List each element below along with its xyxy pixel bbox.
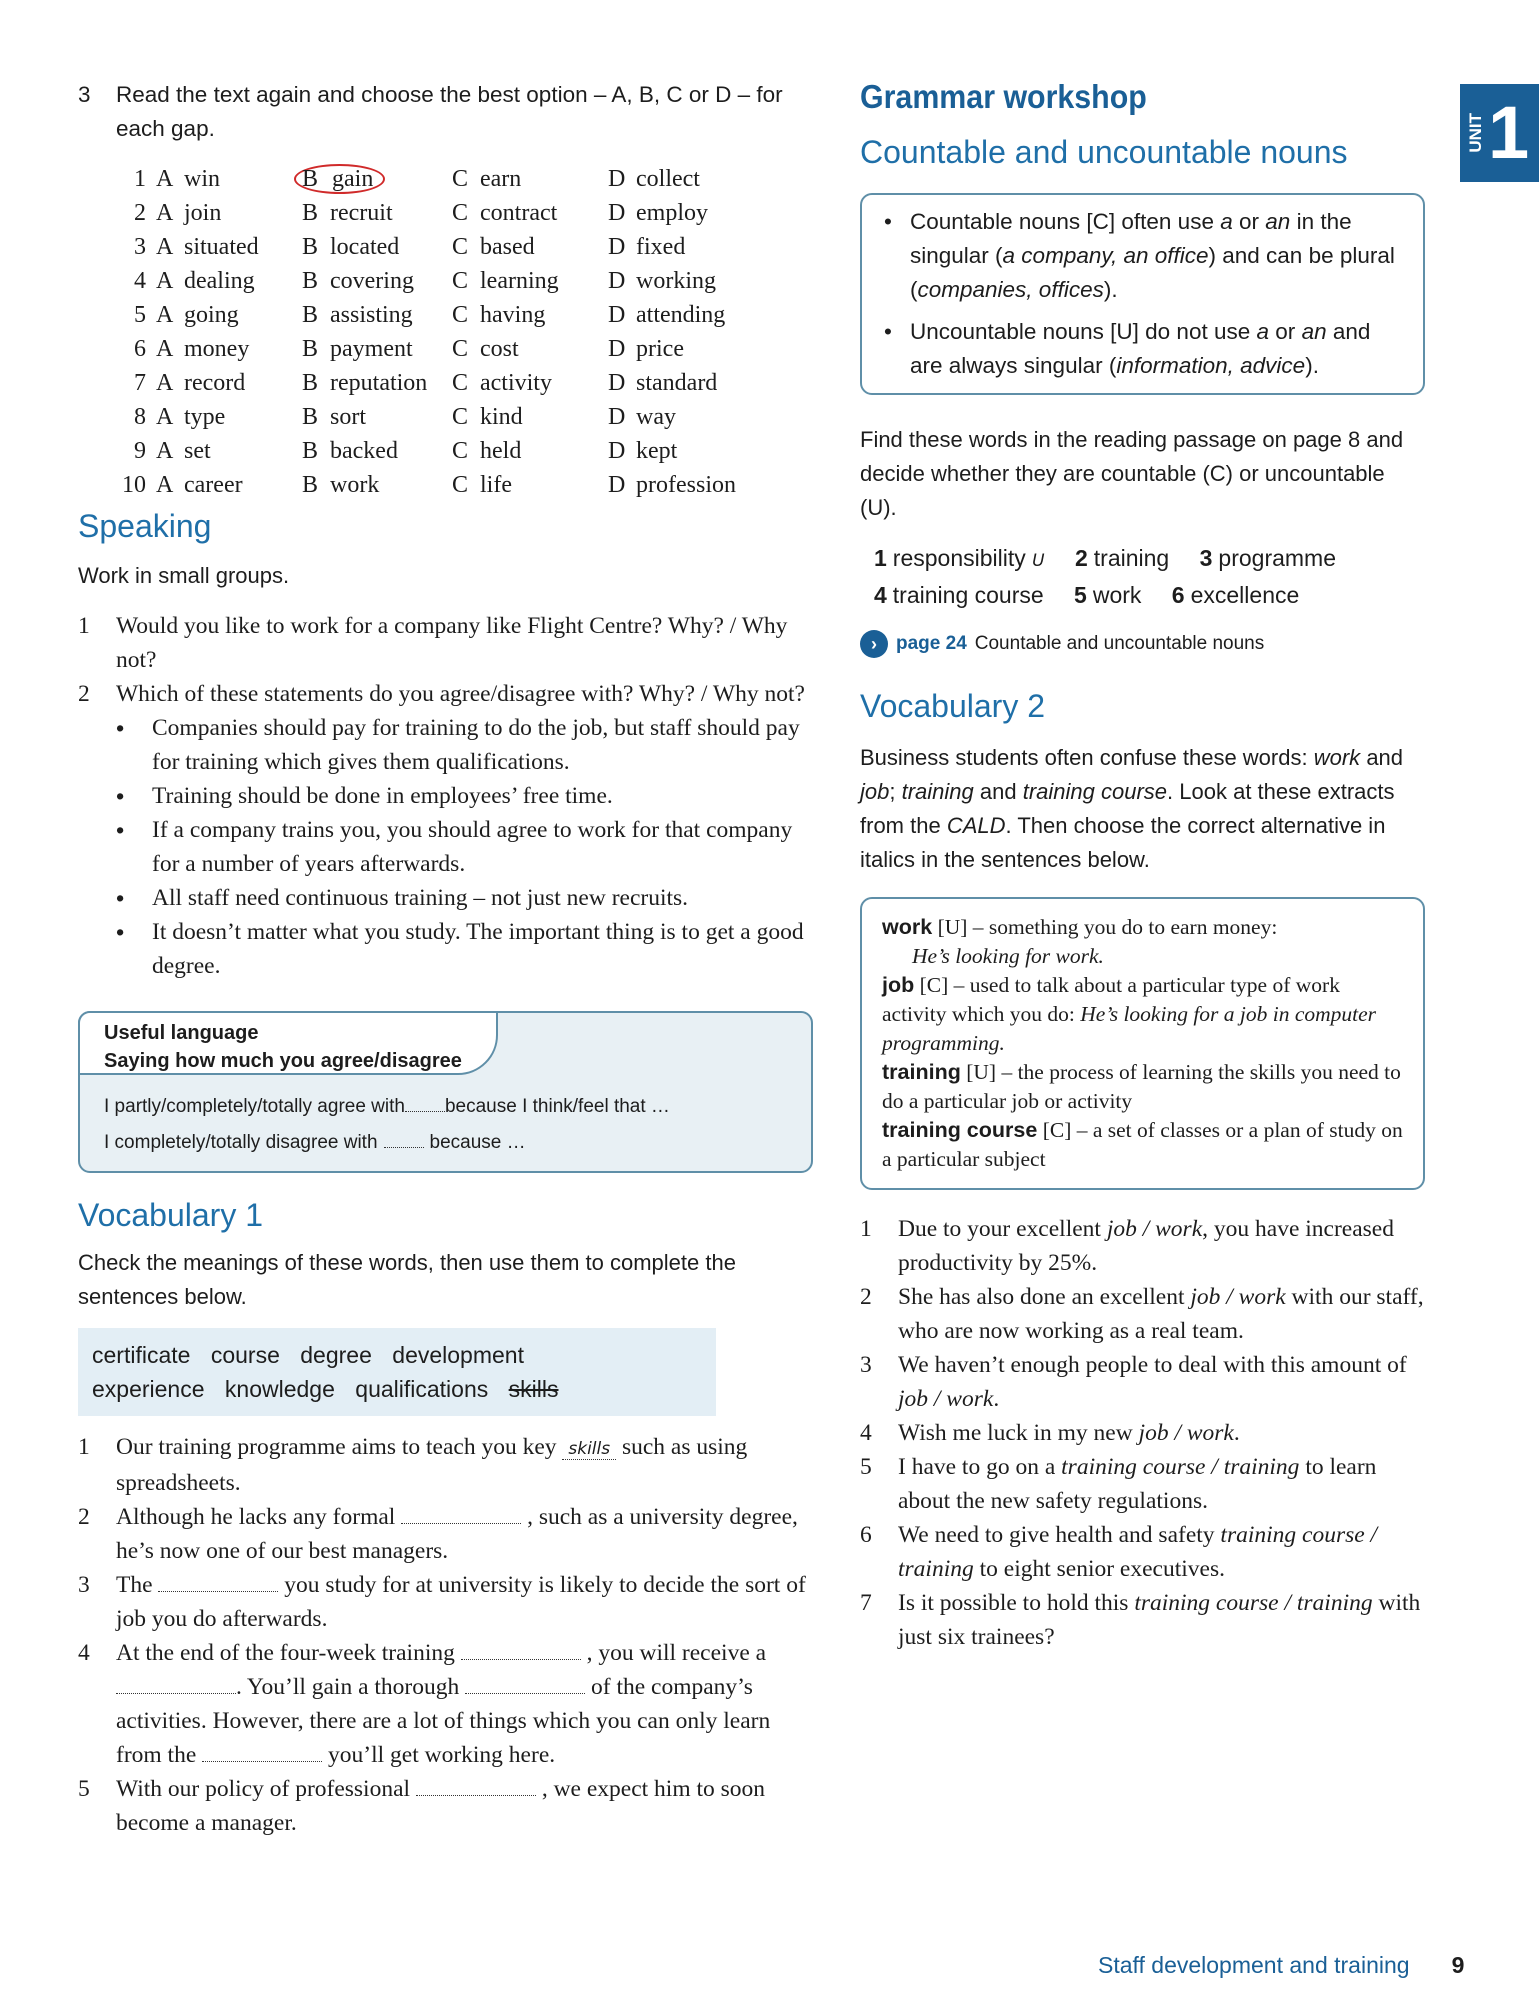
option-letter: C: [452, 200, 469, 226]
example: He’s looking for work.: [912, 944, 1104, 968]
row-number: 9: [134, 438, 146, 464]
left-column: [78, 78, 813, 1840]
option-row: [116, 230, 766, 264]
vocabulary-1-heading: Vocabulary 1: [78, 1197, 264, 1233]
grammar-rule: • Uncountable nouns [U] do not use a or an and are always singular (information, advice).: [884, 319, 1371, 378]
sentence-part: , you have increased productivity by 25%.: [898, 1216, 1394, 1276]
headword: training course: [882, 1118, 1038, 1142]
rule-italic: a: [1220, 209, 1233, 234]
sentence-part: .: [993, 1386, 1000, 1412]
option-b: backed: [330, 438, 398, 464]
option-letter: C: [452, 370, 469, 396]
example: He’s looking for a job in computer programming.: [882, 1002, 1377, 1055]
useful-language-subtitle: Saying how much you agree/disagree: [104, 1050, 462, 1072]
option-b: gain: [332, 166, 374, 192]
option-letter: B: [302, 336, 319, 362]
statement-text: It doesn’t matter what you study. The important thing is to get a good degree.: [152, 919, 804, 979]
sentence-part: She has also done an excellent: [898, 1284, 1185, 1310]
option-letter: B: [302, 268, 319, 294]
phrase-part: I partly/completely/totally agree with: [104, 1096, 405, 1117]
option-letter: D: [608, 166, 626, 192]
option-letter: D: [608, 336, 626, 362]
option-d: profession: [636, 472, 736, 498]
sentence-choice: training course / training: [1134, 1590, 1373, 1616]
sentence-number: 2: [78, 1504, 90, 1530]
instruction-part: . Look at these extracts from the: [860, 779, 1395, 838]
option-a: going: [184, 302, 239, 328]
rule-italic: a: [1256, 319, 1270, 344]
word: knowledge: [224, 1376, 335, 1402]
rule-text: Uncountable nouns [U] do not use: [910, 319, 1251, 344]
grammar-workshop-title: Grammar workshop: [860, 78, 1147, 115]
headword: job: [882, 973, 915, 997]
grammar-rule: • Countable nouns [C] often use a or an in the singular (a company, an office) and can be plural (companies, offices).: [884, 209, 1395, 302]
rule-text: Countable nouns [C] often use: [910, 209, 1214, 234]
option-b: located: [330, 234, 400, 260]
word: certificate: [92, 1342, 191, 1368]
sentence-part: .: [1233, 1420, 1240, 1446]
sentence-part: , such as a university degree, he’s now one of our best managers.: [116, 1504, 798, 1564]
option-c: kind: [480, 404, 523, 430]
option-d: attending: [636, 302, 726, 328]
question-text: Which of these statements do you agree/disagree with? Why? / Why not?: [116, 681, 805, 707]
sentence-number: 5: [78, 1776, 90, 1802]
find-words-list: [874, 541, 1425, 612]
sentence-number: 3: [78, 1572, 90, 1598]
sentence-part: , you will receive a: [586, 1640, 767, 1666]
option-d: collect: [636, 166, 700, 192]
sentence-number: 3: [860, 1352, 872, 1378]
blank: [405, 1095, 445, 1112]
option-row: [116, 196, 766, 230]
sentence-part: with just six trainees?: [898, 1590, 1421, 1650]
option-row: [116, 366, 766, 400]
useful-language-box: [78, 1011, 813, 1173]
useful-language-tab: [78, 1011, 498, 1075]
page-reference-link[interactable]: [860, 630, 1425, 658]
rule-text: or: [1275, 319, 1296, 344]
option-row: [116, 162, 766, 196]
instruction-italic: work: [1313, 745, 1361, 770]
speaking-question: [78, 609, 813, 677]
sentence-part: Wish me luck in my new: [898, 1420, 1133, 1446]
sentence-number: 4: [78, 1640, 90, 1666]
speaking-question: [78, 677, 813, 711]
option-letter: B: [302, 166, 319, 192]
dictionary-entry: [882, 1116, 1405, 1174]
rule-text: ).: [1305, 353, 1319, 378]
option-row: [116, 298, 766, 332]
option-letter: C: [452, 336, 469, 362]
find-words-row: [874, 578, 1425, 612]
useful-language-phrases: [104, 1089, 670, 1161]
option-letter: B: [302, 200, 319, 226]
sentence-part: Although he lacks any formal: [116, 1504, 396, 1530]
option-letter: D: [608, 404, 626, 430]
sentence-part: The: [116, 1572, 153, 1598]
phrase-part: because I think/feel that …: [444, 1096, 670, 1117]
sentence-part: With our policy of professional: [116, 1776, 411, 1802]
handwritten-answer: skills: [562, 1439, 616, 1460]
option-d: standard: [636, 370, 718, 396]
question-text: Would you like to work for a company like Flight Centre? Why? / Why not?: [116, 613, 788, 673]
phrase-disagree: [104, 1125, 670, 1161]
statement-text: Companies should pay for training to do the job, but staff should pay for training which gives them qualifications.: [152, 715, 800, 775]
sentence-part: you study for at university is likely to decide the sort of job you do afterwards.: [116, 1572, 806, 1632]
sentence: [78, 1500, 813, 1568]
option-c: earn: [480, 166, 522, 192]
circled-answer: [294, 164, 385, 194]
sentence-part: We need to give health and safety: [898, 1522, 1215, 1548]
item-word: programme: [1218, 545, 1337, 571]
page-reference-number: page 24: [896, 633, 967, 654]
option-row: [116, 434, 766, 468]
option-letter: A: [156, 438, 174, 464]
definition: [C] – a set of classes or a plan of study on a particular subject: [882, 1118, 1403, 1171]
option-letter: A: [156, 404, 174, 430]
headword: training: [882, 1060, 961, 1084]
word-box: [78, 1328, 716, 1416]
sentence-choice: job / work: [1106, 1216, 1203, 1242]
option-b: recruit: [330, 200, 393, 226]
statement-bullet: • Training should be done in employees’ free time.: [78, 779, 813, 813]
option-letter: C: [452, 302, 469, 328]
sentence-part: such as using spreadsheets.: [116, 1434, 748, 1496]
statement-text: All staff need continuous training – not just new recruits.: [152, 885, 689, 911]
option-c: having: [480, 302, 546, 328]
option-letter: C: [452, 404, 469, 430]
option-letter: A: [156, 370, 174, 396]
item-number: 6: [1171, 582, 1185, 608]
instruction-part: Business students often confuse these words:: [860, 745, 1308, 770]
option-d: working: [636, 268, 716, 294]
unit-tab: [1460, 84, 1539, 182]
option-letter: D: [608, 302, 626, 328]
phrase-part: because …: [429, 1132, 526, 1153]
option-letter: A: [156, 336, 174, 362]
row-number: 10: [122, 472, 146, 498]
find-words-instruction: Find these words in the reading passage on page 8 and decide whether they are countable (C) or uncountable (U).: [860, 427, 1404, 520]
item-word: training course: [892, 582, 1044, 608]
sentence-number: 5: [860, 1454, 872, 1480]
statement-bullet: • If a company trains you, you should agree to work for that company for a number of years afterwards.: [78, 813, 813, 881]
instruction-part: and: [1366, 745, 1404, 770]
option-letter: D: [608, 370, 626, 396]
sentence-part: Our training programme aims to teach you key: [116, 1434, 557, 1460]
option-letter: A: [156, 166, 174, 192]
blank: [202, 1745, 322, 1762]
speaking-instruction: Work in small groups.: [78, 563, 290, 588]
sentence-number: 6: [860, 1522, 872, 1548]
blank: [461, 1643, 581, 1660]
option-a: money: [184, 336, 250, 362]
option-letter: A: [156, 268, 174, 294]
instruction-part: and: [979, 779, 1017, 804]
speaking-questions: [78, 609, 813, 983]
word: degree: [300, 1342, 372, 1368]
blank: [158, 1575, 278, 1592]
option-b: covering: [330, 268, 414, 294]
item-number: 1: [874, 545, 887, 571]
option-b: work: [330, 472, 380, 498]
question-number: 1: [78, 613, 90, 639]
word: qualifications: [355, 1376, 489, 1402]
instruction-part: . Then choose the correct alternative in italics in the sentences below.: [860, 813, 1386, 872]
row-number: 3: [134, 234, 146, 260]
sentence: [860, 1518, 1425, 1586]
sentence-part: you’ll get working here.: [328, 1742, 556, 1768]
instruction-italic: training: [901, 779, 974, 804]
option-letter: D: [608, 472, 626, 498]
grammar-rules-box: [860, 193, 1425, 395]
rule-text: and are always singular (: [910, 319, 1371, 378]
option-a: set: [184, 438, 211, 464]
sentence: [860, 1348, 1425, 1416]
rule-italic: an: [1265, 209, 1291, 234]
option-letter: B: [302, 438, 319, 464]
word-row: [92, 1372, 702, 1406]
option-b: reputation: [330, 370, 428, 396]
option-b: sort: [330, 404, 366, 430]
sentence-part: Due to your excellent: [898, 1216, 1101, 1242]
rule-text: in the singular (: [910, 209, 1352, 268]
sentence: [78, 1568, 813, 1636]
dictionary-entry: [882, 1058, 1405, 1116]
find-words-row: [874, 541, 1425, 578]
phrase-part: I completely/totally disagree with: [104, 1132, 378, 1153]
option-c: life: [480, 472, 512, 498]
page-footer: [1098, 1952, 1464, 1979]
option-d: employ: [636, 200, 708, 226]
headword: work: [882, 915, 933, 939]
sentence-number: 4: [860, 1420, 872, 1446]
sentence-number: 2: [860, 1284, 872, 1310]
sentence-number: 1: [860, 1216, 872, 1242]
sentence-part: with our staff, who are now working as a real team.: [898, 1284, 1424, 1344]
option-a: situated: [184, 234, 259, 260]
statement-text: If a company trains you, you should agree to work for that company for a number of years afterwards.: [152, 817, 793, 877]
rule-italic: an: [1301, 319, 1327, 344]
exercise-3-instruction: [78, 78, 813, 146]
option-row: [116, 332, 766, 366]
option-d: way: [636, 404, 676, 430]
vocabulary-2-heading: Vocabulary 2: [860, 688, 1046, 724]
sentence: [78, 1772, 813, 1840]
instruction-italic: job: [860, 779, 890, 804]
option-a: career: [184, 472, 243, 498]
sentence-part: to eight senior executives.: [979, 1556, 1225, 1582]
option-b: payment: [330, 336, 413, 362]
sentence-part: We haven’t enough people to deal with this amount of: [898, 1352, 1407, 1378]
right-column: [860, 78, 1425, 1654]
option-letter: C: [452, 472, 469, 498]
item-number: 2: [1074, 545, 1088, 571]
item-number: 4: [874, 582, 887, 608]
option-letter: A: [156, 472, 174, 498]
option-letter: D: [608, 200, 626, 226]
word: experience: [92, 1376, 205, 1402]
row-number: 7: [134, 370, 146, 396]
unit-label: UNIT: [1466, 113, 1485, 153]
exercise-3-text: Read the text again and choose the best option – A, B, C or D – for each gap.: [116, 82, 783, 141]
sentence-choice: job / work: [1190, 1284, 1286, 1310]
blank: [416, 1779, 536, 1796]
option-c: activity: [480, 370, 552, 396]
sentence-part: of the company’s activities. However, there are a lot of things which you can only learn from the: [116, 1674, 771, 1768]
option-letter: A: [156, 200, 174, 226]
row-number: 1: [134, 166, 146, 192]
vocabulary-2-instruction: [860, 741, 1425, 877]
dictionary-entry: [882, 971, 1405, 1058]
question-number: 2: [78, 681, 90, 707]
item-word: responsibility: [892, 545, 1026, 571]
option-c: cost: [480, 336, 519, 362]
option-d: price: [636, 336, 684, 362]
footer-section-title: Staff development and training: [1098, 1952, 1410, 1978]
sentence: [860, 1212, 1425, 1280]
option-c: held: [480, 438, 522, 464]
rule-italic: a company, an office: [1002, 243, 1209, 268]
definition: [C] – used to talk about a particular type of work activity which you do:: [882, 973, 1340, 1026]
vocabulary-2-sentences: [860, 1212, 1425, 1654]
definition: [U] – something you do to earn money:: [937, 915, 1278, 939]
statement-bullet: • Companies should pay for training to do the job, but staff should pay for training which gives them qualifications.: [78, 711, 813, 779]
rule-text: ) and can be plural (: [910, 243, 1395, 302]
row-number: 4: [134, 268, 146, 294]
sentence: [860, 1586, 1425, 1654]
blank: [116, 1677, 236, 1694]
sentence-choice: training course / training: [898, 1522, 1378, 1582]
option-b: assisting: [330, 302, 413, 328]
options-table: [116, 162, 766, 502]
sentence: [860, 1450, 1425, 1518]
option-d: fixed: [636, 234, 686, 260]
option-letter: C: [452, 268, 469, 294]
arrow-right-icon: ›: [860, 630, 888, 658]
sentence-part: I have to go on a: [898, 1454, 1056, 1480]
item-word: excellence: [1190, 582, 1300, 608]
option-letter: B: [302, 472, 319, 498]
row-number: 2: [134, 200, 146, 226]
row-number: 8: [134, 404, 146, 430]
vocabulary-1-instruction: Check the meanings of these words, then use them to complete the sentences below.: [78, 1250, 736, 1309]
option-c: learning: [480, 268, 559, 294]
option-letter: A: [156, 234, 174, 260]
rule-text: ).: [1103, 277, 1118, 302]
blank: [401, 1507, 521, 1524]
sentence-number: 1: [78, 1434, 90, 1460]
statement-bullet: • All staff need continuous training – not just new recruits.: [78, 881, 813, 915]
item-number: 5: [1074, 582, 1087, 608]
rule-text: or: [1239, 209, 1260, 234]
sentence-choice: job / work: [898, 1386, 994, 1412]
option-row: [116, 468, 766, 502]
phrase-agree: [104, 1089, 670, 1125]
grammar-subtitle: Countable and uncountable nouns: [860, 134, 1348, 170]
rule-italic: information, advice: [1116, 353, 1306, 378]
option-a: win: [184, 166, 220, 192]
dictionary-entry: [882, 913, 1405, 971]
option-c: based: [480, 234, 535, 260]
option-letter: D: [608, 438, 626, 464]
option-a: join: [184, 200, 222, 226]
word: course: [210, 1342, 280, 1368]
option-letter: B: [302, 302, 319, 328]
blank: [465, 1677, 585, 1694]
row-number: 6: [134, 336, 146, 362]
sentence: [78, 1430, 813, 1500]
option-letter: C: [452, 438, 469, 464]
sentence-part: . You’ll gain a thorough: [236, 1674, 460, 1700]
option-row: [116, 400, 766, 434]
option-d: kept: [636, 438, 678, 464]
unit-number: 1: [1488, 91, 1530, 174]
option-a: type: [184, 404, 226, 430]
sentence-part: Is it possible to hold this: [898, 1590, 1129, 1616]
item-word: work: [1092, 582, 1142, 608]
instruction-italic: training course: [1022, 779, 1168, 804]
option-a: dealing: [184, 268, 255, 294]
speaking-heading: Speaking: [78, 508, 212, 544]
blank: [384, 1131, 424, 1148]
page-reference-text: Countable and uncountable nouns: [974, 633, 1265, 654]
word-row: [92, 1338, 702, 1372]
option-letter: D: [608, 268, 626, 294]
item-number: 3: [1199, 545, 1213, 571]
option-letter: B: [302, 234, 319, 260]
exercise-number: 3: [78, 82, 91, 107]
dictionary-extracts-box: [860, 897, 1425, 1190]
option-a: record: [184, 370, 246, 396]
instruction-part: ;: [889, 779, 896, 804]
item-word: training: [1093, 545, 1170, 571]
word-struck: skills: [508, 1376, 559, 1402]
vocabulary-1-sentences: [78, 1430, 813, 1840]
statement-bullet: • It doesn’t matter what you study. The important thing is to get a good degree.: [78, 915, 813, 983]
page-number: 9: [1451, 1952, 1465, 1978]
option-c: contract: [480, 200, 558, 226]
useful-language-title: Useful language: [104, 1022, 259, 1044]
sentence: [860, 1416, 1425, 1450]
option-letter: [302, 162, 452, 196]
option-letter: A: [156, 302, 174, 328]
option-letter: B: [302, 370, 319, 396]
option-letter: B: [302, 404, 319, 430]
statement-text: Training should be done in employees’ free time.: [152, 783, 613, 809]
rule-italic: companies, offices: [917, 277, 1104, 302]
instruction-italic: CALD: [946, 813, 1006, 838]
sentence: [78, 1636, 813, 1772]
sentence-part: At the end of the four-week training: [116, 1640, 455, 1666]
option-row: [116, 264, 766, 298]
sentence-number: 7: [860, 1590, 872, 1616]
handwritten-answer: U: [1032, 551, 1045, 571]
option-letter: C: [452, 234, 469, 260]
option-letter: D: [608, 234, 626, 260]
sentence-part: to learn about the new safety regulations.: [898, 1454, 1377, 1514]
option-letter: C: [452, 166, 469, 192]
definition: [U] – the process of learning the skills you need to do a particular job or activity: [882, 1060, 1401, 1113]
sentence-choice: job / work: [1138, 1420, 1234, 1446]
sentence-part: , we expect him to soon become a manager.: [116, 1776, 766, 1836]
sentence: [860, 1280, 1425, 1348]
word: development: [392, 1342, 524, 1368]
row-number: 5: [134, 302, 146, 328]
sentence-choice: training course / training: [1061, 1454, 1300, 1480]
